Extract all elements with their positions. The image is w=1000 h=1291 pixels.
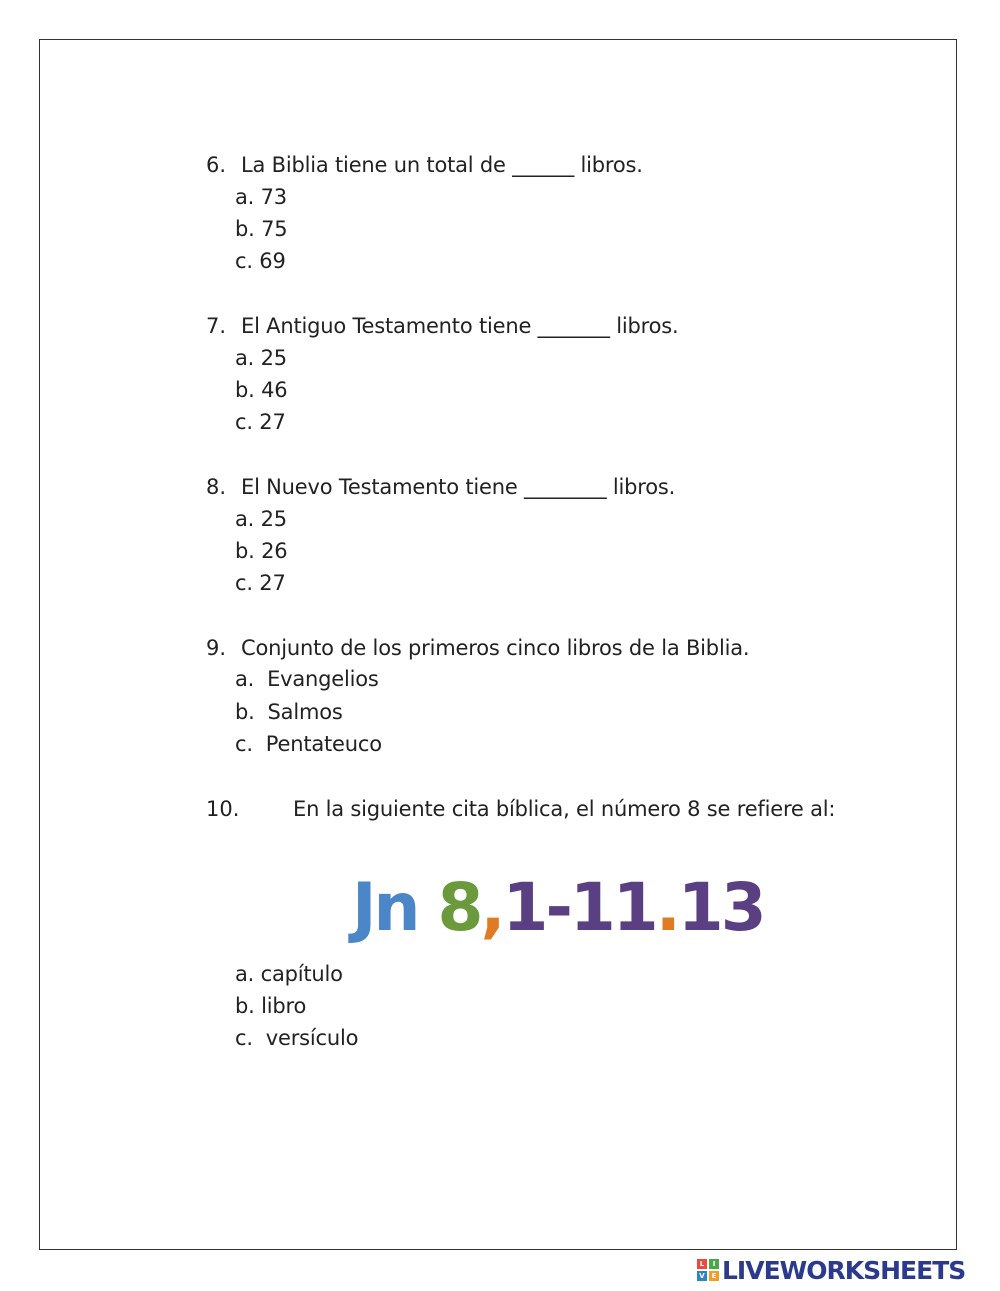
question-6-number: 6. [206,153,227,177]
question-9-text: Conjunto de los primeros cinco libros de la Biblia. [241,636,750,660]
logo-blocks-icon [697,1259,719,1281]
logo-block-i: I [709,1259,719,1269]
question-7-option-c[interactable]: c. 27 [235,410,286,434]
liveworksheets-logo [697,1256,965,1284]
question-7-option-a[interactable]: a. 25 [235,346,287,370]
citation-verse: 13 [677,869,764,946]
question-8-number: 8. [206,475,227,499]
question-6-option-b[interactable]: b. 75 [235,217,288,241]
citation-range: 1-11 [502,869,656,946]
question-9-option-c[interactable]: c. Pentateuco [235,732,382,756]
question-10-option-b[interactable]: b. libro [235,994,307,1018]
question-6-option-a[interactable]: a. 73 [235,185,287,209]
question-8-text: El Nuevo Testamento tiene ________ libros. [241,475,676,499]
question-6-text: La Biblia tiene un total de ______ libros. [241,153,643,177]
question-6-option-c[interactable]: c. 69 [235,249,286,273]
question-10-option-c[interactable]: c. versículo [235,1026,359,1050]
logo-text: LIVEWORKSHEETS [722,1255,966,1285]
citation-comma: , [480,869,503,946]
question-7-number: 7. [206,314,227,338]
question-10-number: 10. [206,797,240,821]
citation-book: Jn [352,869,418,946]
question-8-option-c[interactable]: c. 27 [235,571,286,595]
citation-chapter: 8 [437,869,481,946]
question-9-option-a[interactable]: a. Evangelios [235,667,379,691]
question-10-text: En la siguiente cita bíblica, el número 8 se refiere al: [293,797,836,821]
citation-dot: . [655,869,678,946]
question-8-option-a[interactable]: a. 25 [235,507,287,531]
question-9-number: 9. [206,636,227,660]
logo-block-e: E [709,1271,719,1281]
bible-citation-image [352,868,764,948]
question-10-option-a[interactable]: a. capítulo [235,962,343,986]
question-7-option-b[interactable]: b. 46 [235,378,288,402]
logo-block-l: L [697,1259,707,1269]
question-9-option-b[interactable]: b. Salmos [235,700,343,724]
question-8-option-b[interactable]: b. 26 [235,539,288,563]
question-7-text: El Antiguo Testamento tiene _______ libros. [241,314,679,338]
logo-block-v: V [697,1271,707,1281]
